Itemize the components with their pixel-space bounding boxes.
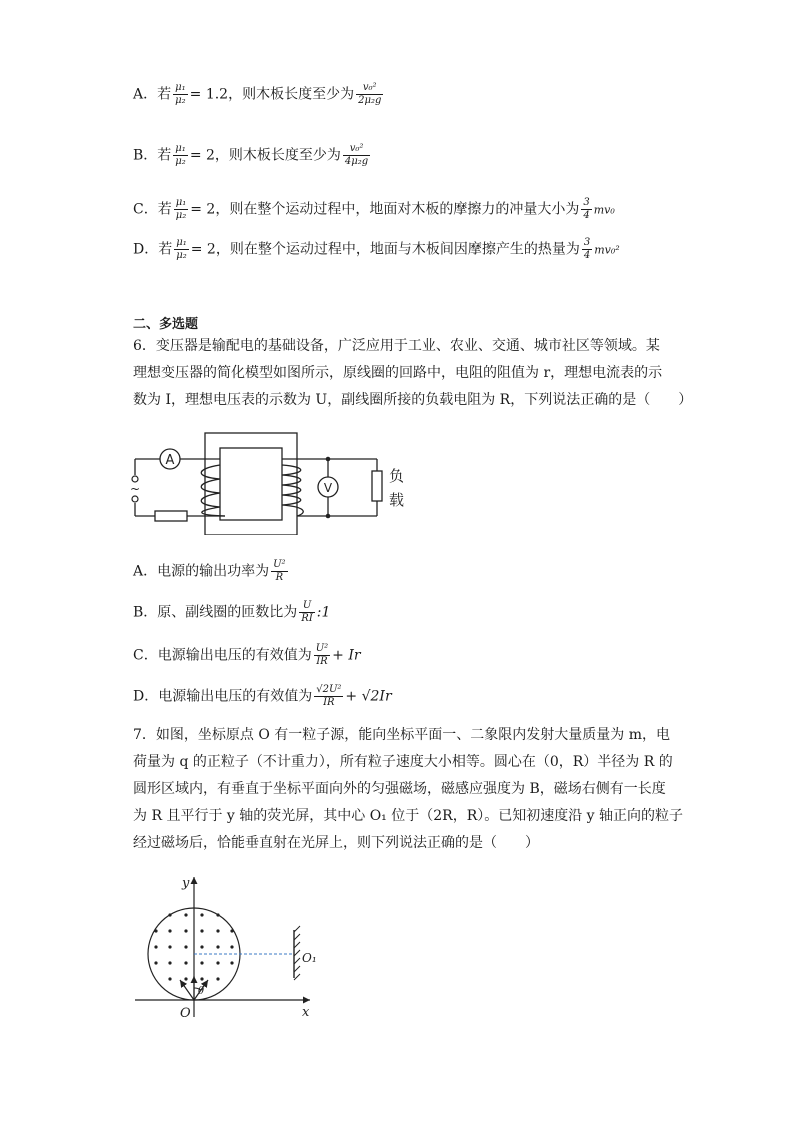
option-text: D．若 [133,241,173,258]
x-axis-label: x [302,1005,310,1020]
ratio-value: = 2 [190,201,216,218]
option-tail: + Ir [332,647,361,664]
option-suffix: mv₀² [594,243,620,257]
y-axis-label: y [182,876,190,891]
option-tail: + √2Ir [345,688,392,705]
fraction-num: 3 [583,197,590,208]
voltmeter-label: V [323,481,333,495]
q5-option-c [133,197,615,222]
fraction-den: RI [301,613,313,624]
q7-line: 7．如图，坐标原点 O 有一粒子源，能向坐标平面一、二象限内发射大量质量为 m，电 [133,727,671,743]
answer-fraction [356,82,383,107]
resistor-r [155,511,187,521]
ratio-fraction [173,82,188,107]
fraction-den: R [275,572,284,583]
option-text: A．若 [133,86,172,103]
origin-label: O [180,1006,191,1021]
q6-option-c [133,643,361,668]
ratio-value: = 2 [189,147,215,164]
ratio-fraction [174,237,189,262]
q7-line: 为 R 且平行于 y 轴的荧光屏，其中心 O₁ 位于（2R，R）。已知初速度沿 y 轴正向的粒子 [133,808,684,824]
junction-dot [326,457,331,462]
option-text: A．电源的输出功率为 [133,563,270,580]
secondary-coil [282,459,303,516]
ratio-num: μ₁ [175,82,186,93]
q7-line: 圆形区域内，有垂直于坐标平面向外的匀强磁场，磁感应强度为 B，磁场右侧有一长度 [133,781,666,797]
angle-label: θ [198,986,205,997]
fraction-den: 2μ₂g [358,95,382,106]
option-text: ，则木板长度至少为 [228,86,355,103]
fraction-den: 4 [583,210,590,221]
load-label-1: 负 [389,467,405,485]
q6-line: 数为 I，理想电压表的示数为 U，副线圈所接的负载电阻为 R，下列说法正确的是（ ） [133,392,693,408]
q7-line: 荷量为 q 的正粒子（不计重力），所有粒子速度大小相等。圆心在（0，R）半径为 R 的 [133,754,673,770]
ratio-num: μ₁ [176,237,187,248]
option-text: D．电源输出电压的有效值为 [133,688,313,705]
ratio-value: = 1.2 [189,86,229,103]
fraction-den: 4 [583,250,591,261]
ratio-den: μ₂ [176,250,187,261]
q7-stem [133,722,684,857]
option-text: B．原、副线圈的匝数比为 [133,604,298,621]
ammeter-label: A [165,453,175,468]
option-text: C．若 [133,201,172,218]
q5-option-b [133,143,372,168]
fraction-num: v₀² [356,82,383,95]
junction-dot [326,514,331,519]
q5-option-a [133,82,385,107]
option-text: C．电源输出电压的有效值为 [133,647,312,664]
answer-fraction [271,559,287,584]
q6-stem [133,333,693,414]
answer-fraction [582,237,592,262]
option-text: ，则在整个运动过程中，地面与木板间因摩擦产生的热量为 [215,241,580,258]
q5-option-d [133,237,620,262]
fraction-den: IR [323,697,335,708]
q7-line: 经过磁场后，恰能垂直射在光屏上，则下列说法正确的是（ ） [133,835,539,851]
load-label-2: 载 [389,491,405,509]
fraction-num: √2U² [316,684,342,695]
option-text: ，则在整个运动过程中，地面对木板的摩擦力的冲量大小为 [215,201,580,218]
answer-fraction [299,600,314,625]
screen-center-label: O₁ [302,951,317,965]
fraction-num: U² [273,559,286,570]
answer-fraction [343,143,370,168]
transformer-circuit-diagram [125,425,425,535]
ratio-num: μ₁ [175,143,186,154]
option-text: B．若 [133,147,172,164]
fraction-den: 4μ₂g [344,156,369,167]
answer-fraction [581,197,591,222]
ratio-den: μ₂ [175,95,186,106]
option-tail: :1 [316,604,331,621]
q6-option-a [133,559,290,584]
ratio-den: μ₂ [175,210,187,221]
transformer-core-inner [220,448,282,520]
fraction-num: U [299,600,314,613]
answer-fraction [314,643,330,668]
q6-line: 理想变压器的简化模型如图所示，原线圈的回路中，电阻的阻值为 r，理想电流表的示 [133,365,663,381]
option-suffix: mv₀ [593,203,615,217]
q6-line: 6．变压器是输配电的基础设备，广泛应用于工业、农业、交通、城市社区等领域。某 [133,338,660,354]
ratio-fraction [174,197,189,222]
fraction-num: v₀² [343,143,370,156]
velocity-arrow [180,980,194,1000]
fraction-den: IR [316,656,328,667]
ratio-fraction [173,143,188,168]
q6-option-b [133,600,330,625]
q6-option-d [133,684,392,709]
ratio-value: = 2 [190,241,216,258]
terminal [132,496,138,502]
fraction-num: 3 [583,237,591,248]
screen-hatching [294,926,300,980]
load-resistor [372,471,382,501]
answer-fraction [314,684,343,709]
ratio-den: μ₂ [175,156,186,167]
ratio-num: μ₁ [175,197,187,208]
option-text: ，则木板长度至少为 [214,147,341,164]
ac-source-symbol: ~ [129,482,141,496]
section-heading: 二、多选题 [133,317,199,332]
fraction-num: U² [315,643,329,654]
magnetic-field-diagram [130,872,330,1022]
